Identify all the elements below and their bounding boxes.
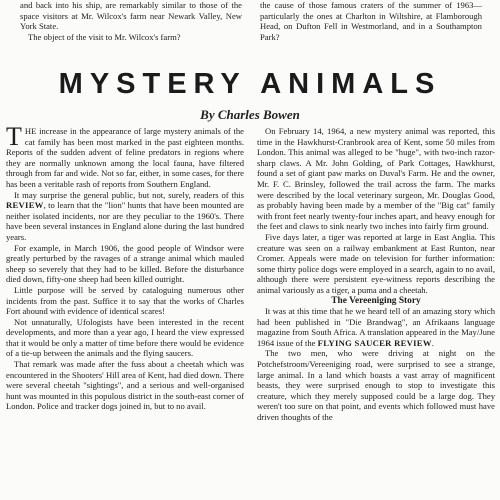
article-paragraph: Not unnaturally, Ufologists have been interested in the recent developments, and more than a year ago, I heard the view expressed that it would be only a matter of time before there would be evidence of a tie-up between the animals and the flying saucers. — [6, 316, 244, 359]
previous-article-text — [20, 0, 242, 32]
drop-cap: T — [6, 122, 22, 151]
previous-article-left-column — [20, 0, 242, 42]
article-right-column — [257, 126, 495, 423]
article-paragraph: For example, in March 1906, the good people of Windsor were greatly perturbed by the ravages of a strange animal which mauled sheep so severely that they had to be killed. Before the disturbance died down, fifty-one sheep had been killed outright. — [6, 242, 244, 285]
article-paragraph: Little purpose will be served by cataloguing numerous other incidents from the past. Suffice it to say that the works of Charles Fort abound with evidence of identical scares! — [6, 284, 244, 317]
article-left-column — [6, 122, 244, 412]
article-paragraph — [257, 306, 495, 348]
previous-article-right-column — [260, 0, 482, 42]
article-paragraph — [6, 122, 244, 190]
text-line: in Westmorland, and in a Southampton Park? — [260, 21, 482, 42]
article-paragraph: That remark was made after the fuss about a cheetah which was encountered in the Shooters' Hill area of Kent, had died down. There were several cheetah "sightings", and a serious and well-organised hunt was mounted in this populous district in the south-east corner of London. Police and tracker dogs joined in, but to no avail. — [6, 359, 244, 412]
paragraph-text: It may surprise the general public, but not, surely, readers of this — [14, 189, 244, 200]
text-line: the cause of those famous craters of the summer of — [260, 0, 453, 10]
review-smallcaps: REVIEW — [6, 200, 44, 211]
text-line: those of the space visitors at Mr. Wilcox's farm — [20, 0, 242, 21]
text-line: near Newark Valley, New York State. — [20, 10, 242, 32]
paragraph-text: HE increase in the appearance of large mystery animals of the cat family has been most marked in the past eighteen months. Reports of the sudden advent of feline predators in regions where they are normally unknown among the local fauna, have filtered through from far and wide. Not so far, either, in some cases, for there has been a veritable rash of reports from Southern England. — [6, 126, 244, 189]
article-paragraph: On February 14, 1964, a new mystery animal was reported, this time in the Hawkhurst-Cranbrook area of Kent, some 50 miles from London. This animal was alleged to be "huge", with two-inch razor-sharp claws. A Mr. John Golding, of Park Cottages, Hawkhurst, found a set of giant paw marks on Duval's Farm. He and the owner, Mr. F. C. Brinsley, followed the trail across the farm. The marks were described by the local veterinary surgeon, Mr. Douglas Good, as probably having been made by a member of the "Big cat" family with front feet nearly twenty-four inches apart, and heavy enough for the feet and claws to sink nearly two inches into fairly firm ground. — [257, 126, 495, 232]
article-paragraph: The two men, who were driving at night on the Potchefstroom/Vereeniging road, were surprised to see a strange, large animal. In a land which boasts a vast array of magnificent beasts, they were surprised enough to stop to investigate this creature, which they merely supposed could be a large dog. They weren't too sure on that point, and events which followed must have driven thoughts of the — [257, 348, 495, 423]
article-paragraph — [6, 190, 244, 243]
article-byline: By Charles Bowen — [200, 107, 300, 122]
text-line: 1963—particularly the ones at Charlton in — [260, 0, 482, 21]
previous-article-text — [260, 0, 482, 42]
section-subheading: The Vereeniging Story — [331, 295, 421, 306]
previous-article-question: The object of the visit to Mr. Wilcox's farm? — [28, 31, 181, 42]
paragraph-text: . — [431, 337, 434, 348]
article-title: MYSTERY ANIMALS — [58, 68, 442, 100]
text-line: and back into his ship, are remarkably similar to — [20, 0, 196, 10]
flying-saucer-review-smallcaps: FLYING SAUCER REVIEW — [317, 337, 432, 348]
text-line: Wiltshire, at Flamborough Head, on Dufton Fell — [260, 10, 483, 32]
article-paragraph: Five days later, a tiger was reported at large in East Anglia. This creature was seen on a railway embankment at East Runton, near Cromer. Appeals were made on television for further information: some thirty police dogs were employed in a search, again to no avail, although there were persistent eye-witness reports describing the animal variously as a tiger, a puma and a cheetah. — [257, 231, 495, 295]
paragraph-text: , to learn that the "lion" hunts that have been mounted are neither isolated incidents, nor are they peculiar to the 1960's. There have been several instances in England alone during the last hundred years. — [6, 200, 244, 242]
paragraph-text: It was at this time that he we heard tell of an amazing story which had been published in "Die Brandwag", an Afrikaans language magazine from South Africa. A translation appeared in the May/June 1964 issue of the — [257, 306, 495, 348]
